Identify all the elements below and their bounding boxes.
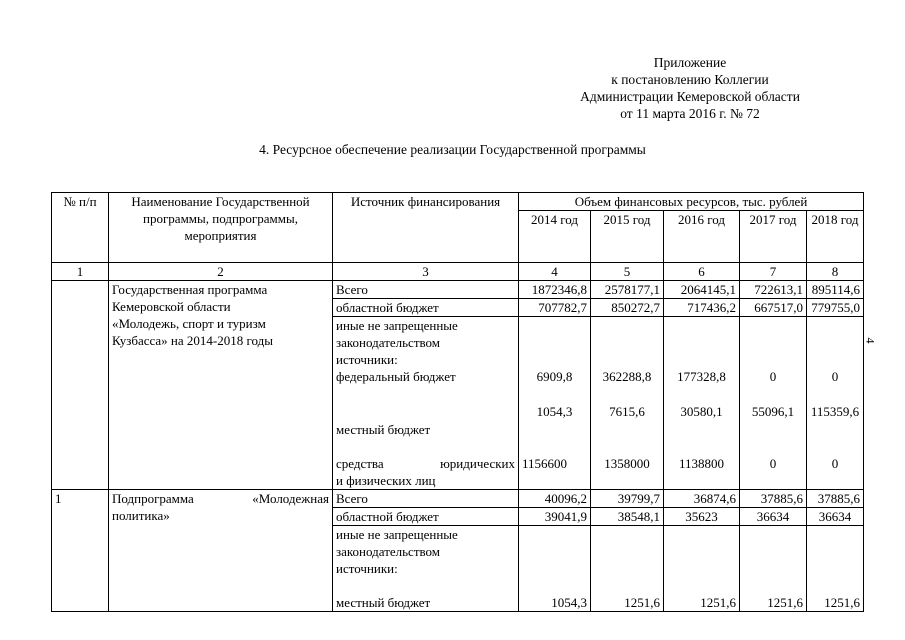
value-cell: 1358000 — [604, 456, 650, 471]
value-cell: 362288,8 — [602, 369, 652, 384]
appendix-line: от 11 марта 2016 г. № 72 — [620, 106, 760, 121]
value-cell: 1054,3 — [536, 404, 573, 419]
value-cell: 2064145,1 — [664, 281, 740, 299]
column-number: 1 — [52, 263, 109, 281]
value-cell: 1872346,8 — [519, 281, 591, 299]
value-cell: 35623 — [664, 508, 740, 526]
source-label: областной бюджет — [333, 299, 519, 317]
resource-table — [51, 192, 864, 612]
header-num: № п/п — [52, 193, 109, 263]
source-label: местный бюджет — [336, 422, 431, 437]
program-name-line: Кузбасса» на 2014-2018 годы — [112, 333, 273, 348]
source-other-block — [333, 317, 519, 490]
value-cell: 722613,1 — [740, 281, 807, 299]
value-column — [807, 317, 864, 490]
header-year: 2014 год — [519, 211, 591, 263]
source-label: источники: — [336, 561, 398, 576]
column-number: 3 — [333, 263, 519, 281]
value-cell: 37885,6 — [740, 490, 807, 508]
value-cell: 1251,6 — [767, 595, 803, 610]
page-number: 4 — [863, 337, 878, 344]
column-number: 7 — [740, 263, 807, 281]
value-cell: 36874,6 — [664, 490, 740, 508]
value-cell: 1251,6 — [700, 595, 736, 610]
value-cell: 2578177,1 — [591, 281, 664, 299]
value-cell: 115359,6 — [810, 404, 860, 419]
header-year: 2017 год — [740, 211, 807, 263]
value-cell: 779755,0 — [807, 299, 864, 317]
value-cell: 1054,3 — [551, 595, 587, 610]
source-label: иные не запрещенные — [336, 318, 458, 333]
column-number: 6 — [664, 263, 740, 281]
column-number: 2 — [109, 263, 333, 281]
value-cell: 38548,1 — [591, 508, 664, 526]
value-cell: 0 — [831, 369, 839, 384]
header-year: 2018 год — [807, 211, 864, 263]
value-column — [591, 526, 664, 612]
source-label: иные не запрещенные — [336, 527, 458, 542]
value-column — [664, 317, 740, 490]
value-column — [664, 526, 740, 612]
appendix-line: Приложение — [653, 55, 727, 70]
value-cell: 0 — [769, 369, 777, 384]
program-name — [109, 281, 333, 490]
subprogram-name-part: Подпрограмма — [112, 491, 194, 506]
program-num — [52, 281, 109, 490]
column-number: 5 — [591, 263, 664, 281]
value-cell: 177328,8 — [677, 369, 726, 384]
header-name: Наименование Государственной программы, подпрограммы, мероприятия — [109, 193, 333, 263]
source-label-legal: средства юридических — [336, 456, 515, 471]
source-label: законодательством — [336, 544, 441, 559]
value-cell: 895114,6 — [807, 281, 864, 299]
column-number: 4 — [519, 263, 591, 281]
value-cell: 39799,7 — [591, 490, 664, 508]
value-cell: 55096,1 — [751, 404, 795, 419]
program-name-line: Кемеровской области — [112, 299, 231, 314]
value-cell: 707782,7 — [519, 299, 591, 317]
header-source: Источник финансирования — [333, 193, 519, 263]
value-cell: 0 — [769, 456, 777, 471]
subprogram-name — [109, 490, 333, 612]
subprogram-num: 1 — [52, 490, 109, 612]
section-title: 4. Ресурсное обеспечение реализации Государственной программы — [259, 142, 646, 157]
value-column — [740, 526, 807, 612]
source-label: федеральный бюджет — [336, 369, 456, 384]
value-column — [740, 317, 807, 490]
value-cell: 1251,6 — [824, 595, 861, 610]
value-cell: 37885,6 — [807, 490, 864, 508]
value-cell: 36634 — [807, 508, 864, 526]
value-cell: 1251,6 — [624, 595, 660, 610]
header-year: 2015 год — [591, 211, 664, 263]
appendix-block — [540, 54, 840, 122]
value-cell: 30580,1 — [680, 404, 723, 419]
source-label: источники: — [336, 352, 398, 367]
value-column — [519, 317, 591, 490]
source-label: и физических лиц — [336, 473, 436, 488]
source-label: областной бюджет — [333, 508, 519, 526]
value-cell: 850272,7 — [591, 299, 664, 317]
appendix-line: Администрации Кемеровской области — [580, 89, 800, 104]
header-year: 2016 год — [664, 211, 740, 263]
value-column — [591, 317, 664, 490]
source-label: Всего — [333, 490, 519, 508]
value-cell: 6909,8 — [536, 369, 573, 384]
value-cell: 717436,2 — [664, 299, 740, 317]
value-cell: 39041,9 — [519, 508, 591, 526]
subprogram-name-part: «Молодежная — [252, 491, 329, 506]
program-name-line: Государственная программа — [112, 282, 268, 297]
source-label: Всего — [333, 281, 519, 299]
value-cell: 1138800 — [678, 456, 725, 471]
value-cell: 7615,6 — [609, 404, 645, 419]
subprogram-name-part: политика» — [112, 508, 170, 523]
source-label: законодательством — [336, 335, 441, 350]
source-label: местный бюджет — [336, 595, 431, 610]
value-cell: 667517,0 — [740, 299, 807, 317]
source-other-block — [333, 526, 519, 612]
value-cell: 40096,2 — [519, 490, 591, 508]
value-cell: 1156600 — [522, 456, 568, 471]
value-column — [807, 526, 864, 612]
program-name-line: «Молодежь, спорт и туризм — [112, 316, 266, 331]
column-number: 8 — [807, 263, 864, 281]
value-cell: 0 — [831, 456, 839, 471]
appendix-line: к постановлению Коллегии — [611, 72, 769, 87]
header-volume: Объем финансовых ресурсов, тыс. рублей — [519, 193, 864, 211]
value-column — [519, 526, 591, 612]
value-cell: 36634 — [740, 508, 807, 526]
